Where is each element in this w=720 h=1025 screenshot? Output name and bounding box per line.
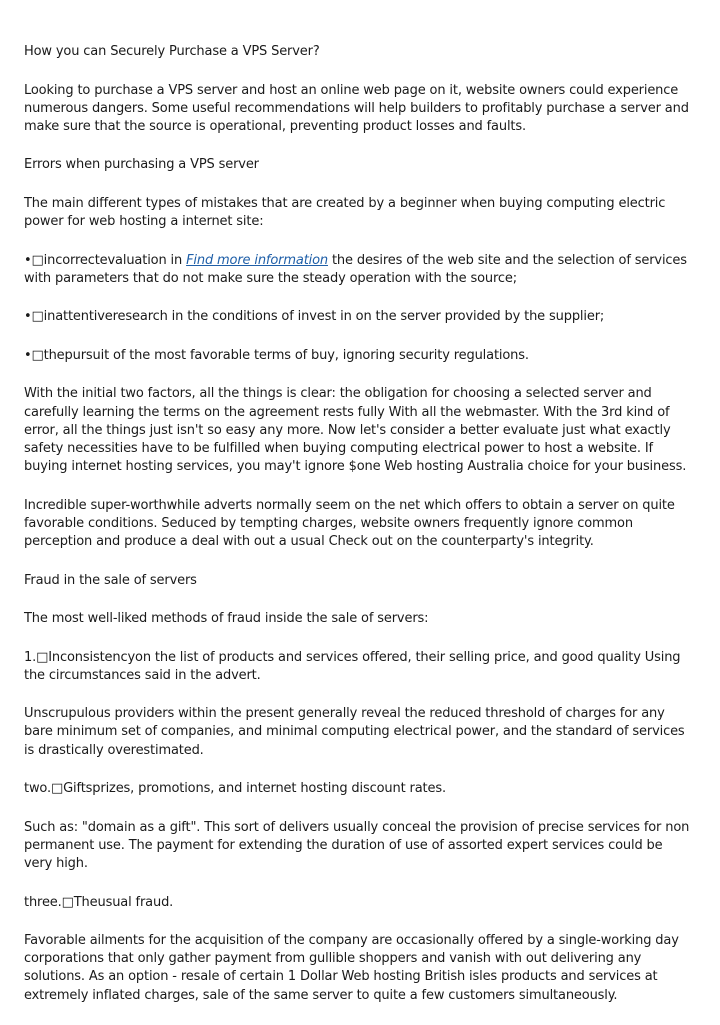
fraud-intro-paragraph: The most well-liked methods of fraud inside the sale of servers: — [24, 611, 429, 627]
bullet-1-prefix: •□incorrectevaluation in — [24, 252, 187, 268]
factors-paragraph: With the initial two factors, all the things is clear: the obligation for choosing a selected server and carefully learning the terms on the agreement rests fully With all the webmaster. With the 3rd kind of error, all the things just isn't so easy any more. Now let's consider a better evaluate just what exactly safety necessities have to be fulfilled when buying computing electrical power to host a website. If buying internet hosting services, you may't ignore $one Web hosting Australia choice for your business. — [24, 386, 687, 475]
bullet-item-3: •□thepursuit of the most favorable terms of buy, ignoring security regulations. — [24, 347, 529, 363]
errors-heading: Errors when purchasing a VPS server — [24, 157, 259, 173]
fraud-heading: Fraud in the sale of servers — [24, 572, 197, 588]
bullet-item-1 — [24, 252, 692, 288]
bullet-1-suffix: the desires of the web site and the selection of services with parameters that do not make sure the steady operation with the source; — [24, 252, 687, 286]
document-title: How you can Securely Purchase a VPS Server? — [24, 44, 320, 59]
gift-paragraph: Such as: "domain as a gift". This sort of delivers usually conceal the provision of precise services for non permanent use. The payment for extending the duration of use of assorted expert services could be very high. — [24, 819, 690, 872]
fraud-item-1: 1.□Inconsistencyon the list of products and services offered, their selling price, and good quality Using the circumstances said in the advert. — [24, 649, 681, 683]
errors-intro-paragraph: The main different types of mistakes that are created by a beginner when buying computing electric power for web hosting a internet site: — [24, 195, 666, 230]
adverts-paragraph: Incredible super-worthwhile adverts normally seem on the net which offers to obtain a server on quite favorable conditions. Seduced by tempting charges, website owners frequently ignore common perception and produce a deal with out a usual Check out on the counterparty's integrity. — [24, 497, 675, 550]
fraud-item-2: two.□Giftsprizes, promotions, and internet hosting discount rates. — [24, 781, 446, 797]
intro-paragraph: Looking to purchase a VPS server and host an online web page on it, website owners could experience numerous dangers. Some useful recommendations will help builders to profitably purchase a server and make sure that the source is operational, preventing product losses and faults. — [24, 82, 689, 134]
find-more-information-link[interactable]: Find more information — [186, 252, 328, 268]
fraud-item-3: three.□Theusual fraud. — [24, 894, 174, 910]
bullet-item-2: •□inattentiveresearch in the conditions of invest in on the server provided by the supplier; — [24, 309, 605, 325]
unscrupulous-paragraph: Unscrupulous providers within the present generally reveal the reduced threshold of charges for any bare minimum set of companies, and minimal computing electrical power, and the standard of services is drastically overestimated. — [24, 706, 685, 758]
document-page — [24, 43, 692, 1025]
favorable-paragraph: Favorable ailments for the acquisition of the company are occasionally offered by a single-working day corporations that only gather payment from gullible shoppers and vanish with out delivering any solutions. As an option - resale of certain 1 Dollar Web hosting British isles products and services at extremely inflated charges, sale of the same server to quite a few customers simultaneously. — [24, 933, 679, 1003]
